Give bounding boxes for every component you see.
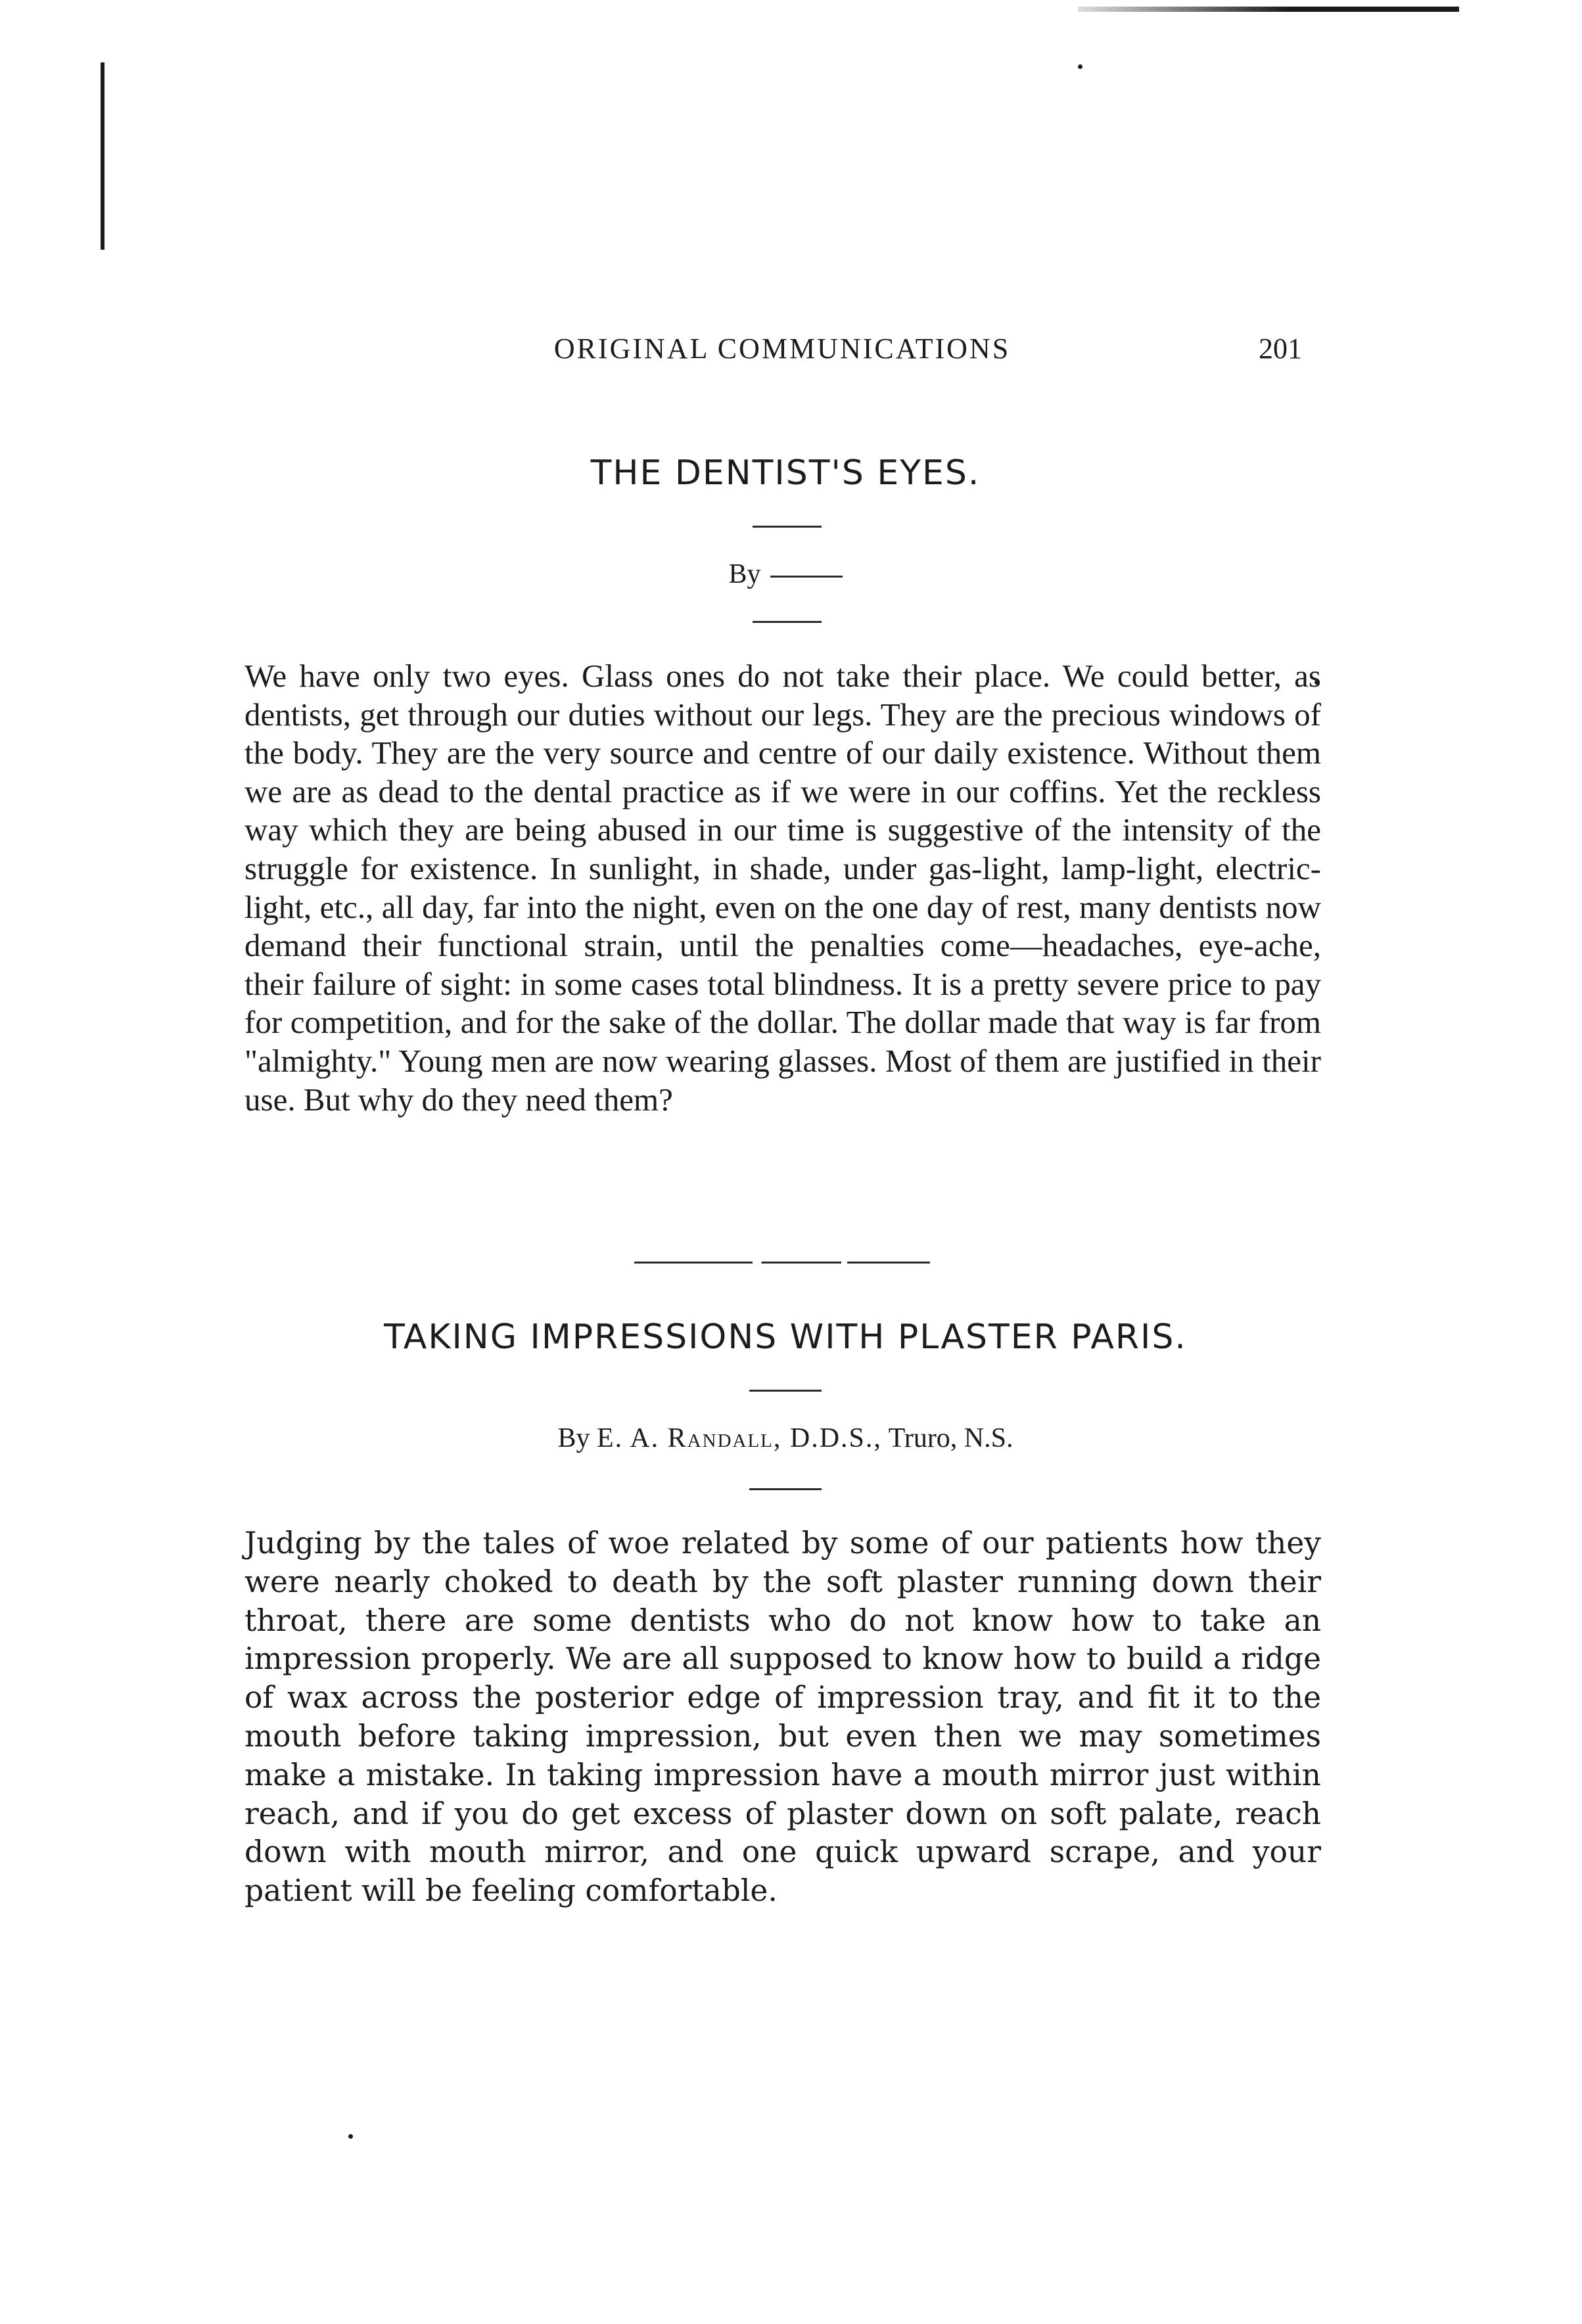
byline-author: E. A. Randall, D.D.S., [597,1423,882,1453]
section-divider [634,1262,930,1264]
byline-underline [749,1488,822,1490]
article-title-dentists-eyes: THE DENTIST'S EYES. [590,453,981,493]
article-body-dentists-eyes: We have only two eyes. Glass ones do not take their place. We could better, as dentists, get through our duties without our legs. They are the precious windows of the body. They are the very source and centre of our daily existence. Without them we are as dead to the dental practice as if we were in our coffins. Yet the reckless way which they are being abused in our time is suggestive of the intensity of the struggle for existence. In sunlight, in shade, under gas-light, lamp-light, electric-light, etc., all day, far into the night, even on the one day of rest, many dentists now demand their functional strain, until the penalties come—headaches, eye-ache, their failure of sight: in some cases total blindness. It is a pretty severe price to pay for competition, and for the sake of the dollar. The dollar made that way is far from "almighty." Young men are now wearing glasses. Most of them are justified in their use. But why do they need them? [244,658,1321,1118]
title-underline [753,526,822,528]
scan-speck [348,2134,353,2139]
scan-left-margin-bar [101,62,105,250]
byline-underline [753,621,822,623]
byline-anonymous [237,558,1334,590]
article-title-taking-impressions: TAKING IMPRESSIONS WITH PLASTER PARIS. [384,1317,1187,1357]
byline-dash [770,576,843,578]
article-body-taking-impressions: Judging by the tales of woe related by some of our patients how they were nearly choked to death by the soft plaster running down their throat, there are some dentists who do not know how to take an impression properly. We are all supposed to know how to build a ridge of wax across the posterior edge of impression tray, and fit it to the mouth before taking impression, but even then we may sometimes make a mistake. In taking impression have a mouth mirror just within reach, and if you do get excess of plaster down on soft palate, reach down with mouth mirror, and one quick upward scrape, and your patient will be feeling comfortable. [244,1526,1321,1909]
running-head: ORIGINAL COMMUNICATIONS [553,332,1011,365]
title-underline [749,1390,822,1392]
byline-prefix: By [557,1423,590,1453]
scan-top-rule [1078,7,1459,12]
byline-location: Truro, N.S. [888,1423,1013,1453]
byline-prefix: By [728,559,761,589]
byline-randall [237,1423,1334,1454]
scan-speck [1078,64,1082,69]
page-number: 201 [1259,332,1302,365]
